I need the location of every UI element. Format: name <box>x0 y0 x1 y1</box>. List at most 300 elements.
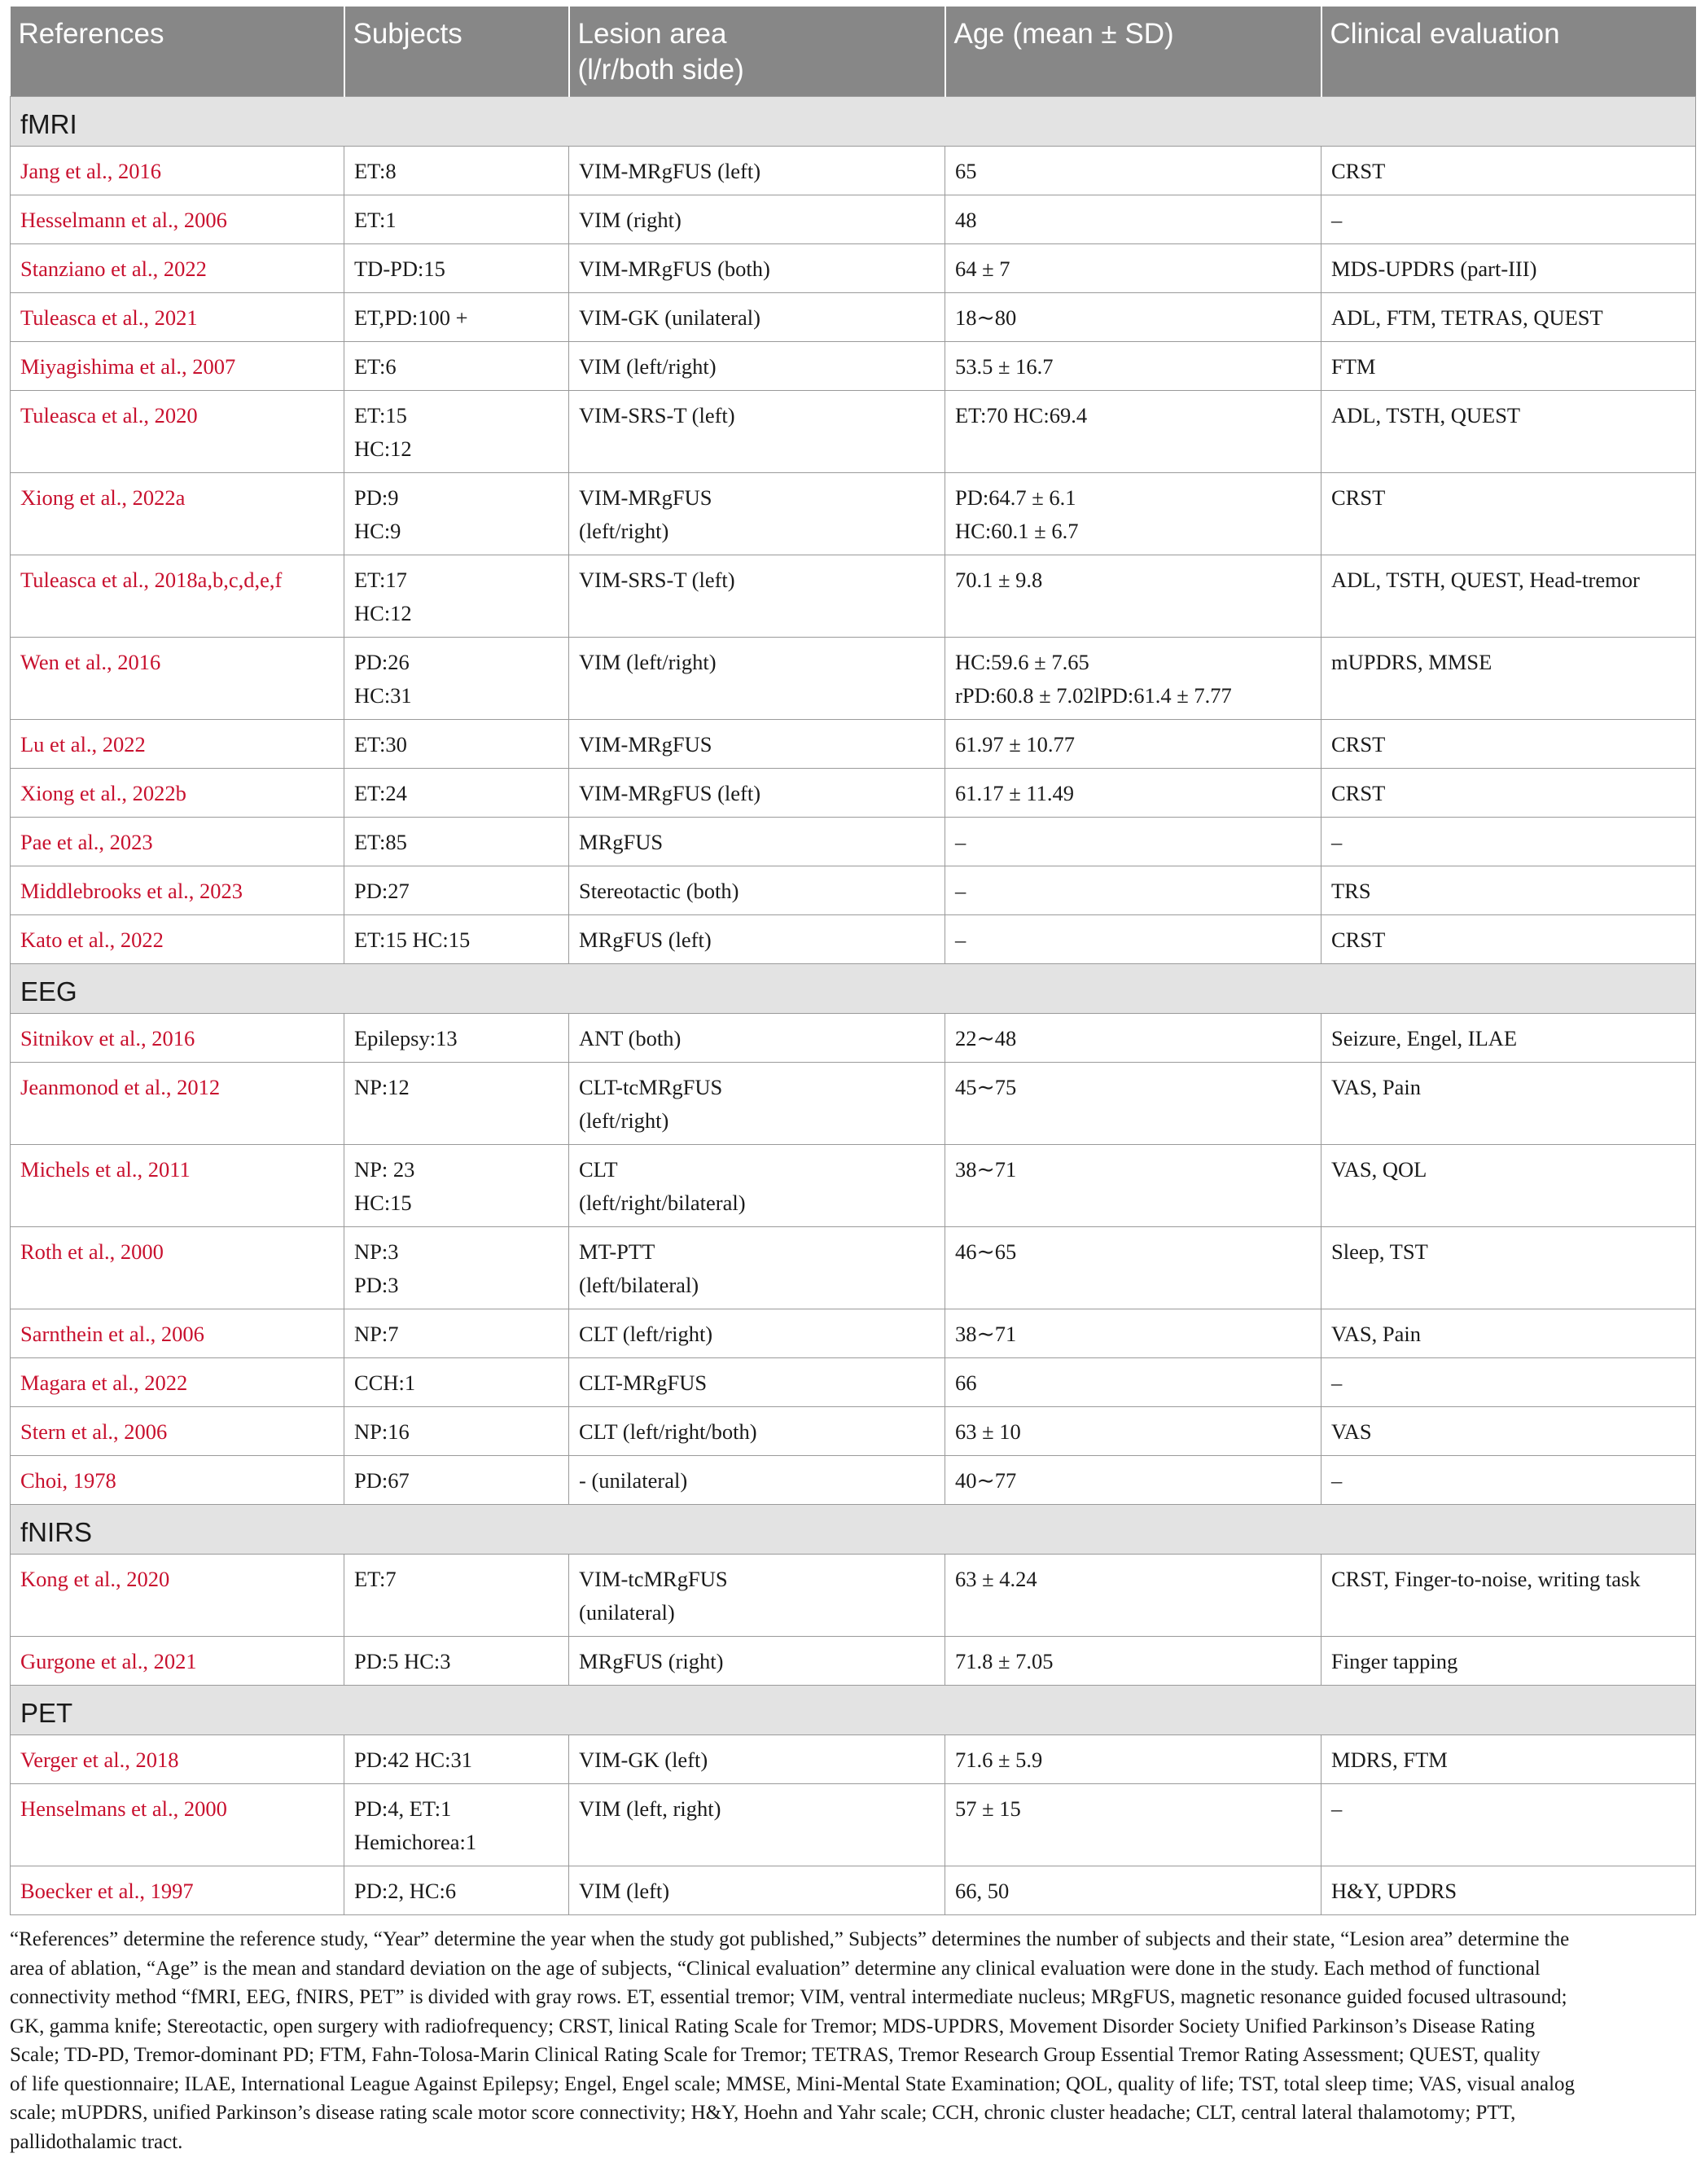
age-cell <box>945 1227 1321 1309</box>
footnote-line: pallidothalamic tract. <box>10 2130 183 2153</box>
cell-line: NP:12 <box>354 1075 410 1099</box>
age-cell <box>945 769 1321 818</box>
cell-line: MRgFUS (right) <box>579 1649 724 1673</box>
table-row <box>11 342 1696 391</box>
table-row <box>11 147 1696 195</box>
age-cell <box>945 1784 1321 1866</box>
age-cell <box>945 1407 1321 1456</box>
clinical-evaluation-cell <box>1321 818 1696 866</box>
cell-line: ADL, FTM, TETRAS, QUEST <box>1331 305 1603 330</box>
lesion-area-cell <box>569 1735 945 1784</box>
table-body <box>11 97 1696 1915</box>
cell-line: TRS <box>1331 879 1371 903</box>
cell-line: VAS, Pain <box>1331 1075 1421 1099</box>
cell-line: 22∼48 <box>955 1026 1017 1050</box>
cell-line: 18∼80 <box>955 305 1017 330</box>
age-cell <box>945 147 1321 195</box>
table-row <box>11 555 1696 638</box>
reference-link[interactable]: Tuleasca et al., 2021 <box>11 293 344 342</box>
cell-line: HC:59.6 ± 7.65 <box>955 650 1089 674</box>
subjects-cell <box>344 818 569 866</box>
cell-line: CRST <box>1331 732 1386 757</box>
cell-line: VIM-MRgFUS <box>579 485 712 510</box>
cell-line: (left/bilateral) <box>579 1273 699 1297</box>
cell-line: ET:15 <box>354 403 407 428</box>
lesion-area-cell <box>569 1145 945 1227</box>
table-row <box>11 391 1696 473</box>
cell-line: – <box>1331 1796 1343 1821</box>
cell-line: CLT (left/right/both) <box>579 1419 757 1444</box>
subjects-cell <box>344 866 569 915</box>
clinical-evaluation-cell <box>1321 638 1696 720</box>
lesion-area-cell <box>569 293 945 342</box>
cell-line: MDRS, FTM <box>1331 1748 1448 1772</box>
cell-line: CRST <box>1331 159 1386 183</box>
age-cell <box>945 1555 1321 1637</box>
age-cell <box>945 1866 1321 1915</box>
cell-line: 71.8 ± 7.05 <box>955 1649 1054 1673</box>
cell-line: VIM (left, right) <box>579 1796 721 1821</box>
cell-line: 61.17 ± 11.49 <box>955 781 1075 805</box>
cell-line: 70.1 ± 9.8 <box>955 568 1043 592</box>
age-cell <box>945 293 1321 342</box>
cell-line: Sleep, TST <box>1331 1239 1428 1264</box>
reference-link[interactable]: Pae et al., 2023 <box>11 818 344 866</box>
reference-link[interactable]: Boecker et al., 1997 <box>11 1866 344 1915</box>
subjects-cell <box>344 769 569 818</box>
section-row-fmri <box>11 97 1696 147</box>
reference-link[interactable]: Tuleasca et al., 2020 <box>11 391 344 473</box>
subjects-cell <box>344 342 569 391</box>
cell-line: CLT <box>579 1157 618 1182</box>
age-cell <box>945 342 1321 391</box>
footnote-line: connectivity method “fMRI, EEG, fNIRS, PET” is divided with gray rows. ET, essential tremor; VIM, ventral intermediate nucleus; MRgFUS, magnetic resonance guided focused ultrasound; <box>10 1986 1567 2008</box>
cell-line: MRgFUS (left) <box>579 928 712 952</box>
section-row-pet <box>11 1686 1696 1735</box>
table-row <box>11 720 1696 769</box>
table-container <box>10 7 1695 2156</box>
subjects-cell <box>344 915 569 964</box>
header-clinical-evaluation: Clinical evaluation <box>1321 7 1696 97</box>
age-cell <box>945 638 1321 720</box>
cell-line: MT-PTT <box>579 1239 655 1264</box>
age-cell <box>945 1637 1321 1686</box>
age-cell <box>945 391 1321 473</box>
subjects-cell <box>344 147 569 195</box>
reference-link[interactable]: Wen et al., 2016 <box>11 638 344 720</box>
subjects-cell <box>344 1063 569 1145</box>
table-row <box>11 1735 1696 1784</box>
cell-line: 40∼77 <box>955 1468 1017 1493</box>
cell-line: (unilateral) <box>579 1600 675 1625</box>
cell-line: – <box>1331 1370 1343 1395</box>
reference-link[interactable]: Tuleasca et al., 2018a,b,c,d,e,f <box>11 555 344 638</box>
age-cell <box>945 1456 1321 1505</box>
age-cell <box>945 866 1321 915</box>
age-cell <box>945 915 1321 964</box>
clinical-evaluation-cell <box>1321 147 1696 195</box>
reference-link[interactable]: Hesselmann et al., 2006 <box>11 195 344 244</box>
lesion-area-cell <box>569 1358 945 1407</box>
clinical-evaluation-cell <box>1321 391 1696 473</box>
subjects-cell <box>344 1637 569 1686</box>
cell-line: VIM-tcMRgFUS <box>579 1567 728 1591</box>
subjects-cell <box>344 1555 569 1637</box>
lesion-area-cell <box>569 866 945 915</box>
cell-line: NP:7 <box>354 1322 399 1346</box>
reference-link[interactable]: Xiong et al., 2022b <box>11 769 344 818</box>
subjects-cell <box>344 244 569 293</box>
cell-line: ET:8 <box>354 159 397 183</box>
header-age: Age (mean ± SD) <box>945 7 1321 97</box>
cell-line: PD:9 <box>354 485 399 510</box>
cell-line: CLT-MRgFUS <box>579 1370 708 1395</box>
cell-line: Seizure, Engel, ILAE <box>1331 1026 1518 1050</box>
cell-line: CRST <box>1331 485 1386 510</box>
lesion-area-cell <box>569 1784 945 1866</box>
table-row <box>11 1555 1696 1637</box>
lesion-area-cell <box>569 391 945 473</box>
age-cell <box>945 555 1321 638</box>
section-row-eeg <box>11 964 1696 1014</box>
table-row <box>11 915 1696 964</box>
cell-line: (left/right) <box>579 1108 669 1133</box>
clinical-evaluation-cell <box>1321 769 1696 818</box>
clinical-evaluation-cell <box>1321 720 1696 769</box>
reference-link[interactable]: Lu et al., 2022 <box>11 720 344 769</box>
section-label: EEG <box>11 964 1696 1014</box>
table-row <box>11 638 1696 720</box>
header-row <box>11 7 1696 97</box>
cell-line: 38∼71 <box>955 1322 1017 1346</box>
reference-link[interactable]: Michels et al., 2011 <box>11 1145 344 1227</box>
table-row <box>11 293 1696 342</box>
cell-line: HC:60.1 ± 6.7 <box>955 519 1079 543</box>
cell-line: VAS <box>1331 1419 1372 1444</box>
section-label: PET <box>11 1686 1696 1735</box>
subjects-cell <box>344 1784 569 1866</box>
cell-line: – <box>955 928 966 952</box>
header-references: References <box>11 7 344 97</box>
cell-line: HC:9 <box>354 519 401 543</box>
cell-line: ET:15 HC:15 <box>354 928 471 952</box>
cell-line: VIM (left/right) <box>579 354 717 379</box>
clinical-evaluation-cell <box>1321 866 1696 915</box>
cell-line: PD:26 <box>354 650 410 674</box>
cell-line: Epilepsy:13 <box>354 1026 458 1050</box>
lesion-area-cell <box>569 915 945 964</box>
reference-link[interactable]: Gurgone et al., 2021 <box>11 1637 344 1686</box>
cell-line: mUPDRS, MMSE <box>1331 650 1492 674</box>
age-cell <box>945 1063 1321 1145</box>
section-label: fMRI <box>11 97 1696 147</box>
subjects-cell <box>344 1407 569 1456</box>
cell-line: HC:12 <box>354 436 412 461</box>
lesion-area-cell <box>569 195 945 244</box>
age-cell <box>945 244 1321 293</box>
cell-line: 66 <box>955 1370 977 1395</box>
reference-link[interactable]: Stanziano et al., 2022 <box>11 244 344 293</box>
cell-line: ADL, TSTH, QUEST <box>1331 403 1521 428</box>
cell-line: 46∼65 <box>955 1239 1017 1264</box>
lesion-area-cell <box>569 1014 945 1063</box>
lesion-area-cell <box>569 818 945 866</box>
cell-line: HC:12 <box>354 601 412 625</box>
cell-line: VIM-SRS-T (left) <box>579 568 735 592</box>
clinical-evaluation-cell <box>1321 1866 1696 1915</box>
table-row <box>11 1784 1696 1866</box>
cell-line: VAS, QOL <box>1331 1157 1427 1182</box>
section-label: fNIRS <box>11 1505 1696 1555</box>
clinical-evaluation-cell <box>1321 195 1696 244</box>
cell-line: 63 ± 4.24 <box>955 1567 1037 1591</box>
clinical-evaluation-cell <box>1321 1227 1696 1309</box>
cell-line: FTM <box>1331 354 1376 379</box>
clinical-evaluation-cell <box>1321 915 1696 964</box>
cell-line: MRgFUS <box>579 830 664 854</box>
clinical-evaluation-cell <box>1321 1309 1696 1358</box>
clinical-evaluation-cell <box>1321 1145 1696 1227</box>
subjects-cell <box>344 1014 569 1063</box>
cell-line: VAS, Pain <box>1331 1322 1421 1346</box>
clinical-evaluation-cell <box>1321 1358 1696 1407</box>
table-row <box>11 1309 1696 1358</box>
cell-line: VIM (left) <box>579 1879 670 1903</box>
subjects-cell <box>344 293 569 342</box>
cell-line: (left/right) <box>579 519 669 543</box>
clinical-evaluation-cell <box>1321 1784 1696 1866</box>
age-cell <box>945 1735 1321 1784</box>
cell-line: ET:7 <box>354 1567 397 1591</box>
reference-link[interactable]: Sarnthein et al., 2006 <box>11 1309 344 1358</box>
cell-line: VIM-SRS-T (left) <box>579 403 735 428</box>
reference-link[interactable]: Middlebrooks et al., 2023 <box>11 866 344 915</box>
cell-line: VIM (right) <box>579 208 682 232</box>
cell-line: – <box>1331 1468 1343 1493</box>
clinical-evaluation-cell <box>1321 1637 1696 1686</box>
cell-line: 64 ± 7 <box>955 257 1010 281</box>
cell-line: ET:24 <box>354 781 407 805</box>
lesion-area-cell <box>569 638 945 720</box>
lesion-area-cell <box>569 244 945 293</box>
lesion-area-cell <box>569 1555 945 1637</box>
footnote-line: “References” determine the reference study, “Year” determine the year when the study got published,” Subjects” determines the number of subjects and their state, “Lesion area” determine the <box>10 1928 1570 1950</box>
cell-line: VIM-GK (left) <box>579 1748 708 1772</box>
age-cell <box>945 1309 1321 1358</box>
cell-line: VIM-MRgFUS (left) <box>579 781 761 805</box>
cell-line: – <box>1331 208 1343 232</box>
table-row <box>11 195 1696 244</box>
reference-link[interactable]: Choi, 1978 <box>11 1456 344 1505</box>
cell-line: PD:3 <box>354 1273 399 1297</box>
table-row <box>11 1014 1696 1063</box>
cell-line: CLT (left/right) <box>579 1322 713 1346</box>
table-row <box>11 473 1696 555</box>
lesion-area-cell <box>569 769 945 818</box>
cell-line: ET,PD:100 + <box>354 305 468 330</box>
subjects-cell <box>344 1866 569 1915</box>
lesion-area-cell <box>569 473 945 555</box>
lesion-area-cell <box>569 555 945 638</box>
lesion-area-cell <box>569 1309 945 1358</box>
cell-line: Finger tapping <box>1331 1649 1458 1673</box>
clinical-evaluation-cell <box>1321 293 1696 342</box>
cell-line: CCH:1 <box>354 1370 416 1395</box>
cell-line: 48 <box>955 208 977 232</box>
cell-line: VIM-MRgFUS (both) <box>579 257 770 281</box>
table-footnote <box>10 1925 1695 2156</box>
clinical-evaluation-cell <box>1321 555 1696 638</box>
clinical-evaluation-cell <box>1321 1456 1696 1505</box>
subjects-cell <box>344 1735 569 1784</box>
cell-line: ET:85 <box>354 830 407 854</box>
lesion-area-cell <box>569 342 945 391</box>
cell-line: 57 ± 15 <box>955 1796 1021 1821</box>
cell-line: NP: 23 <box>354 1157 415 1182</box>
cell-line: – <box>955 879 966 903</box>
cell-line: PD:4, ET:1 <box>354 1796 452 1821</box>
reference-link[interactable]: Kato et al., 2022 <box>11 915 344 964</box>
cell-line: CRST <box>1331 781 1386 805</box>
cell-line: 65 <box>955 159 977 183</box>
subjects-cell <box>344 555 569 638</box>
cell-line: 63 ± 10 <box>955 1419 1021 1444</box>
subjects-cell <box>344 473 569 555</box>
cell-line: VIM (left/right) <box>579 650 717 674</box>
header-lesion-area: Lesion area (l/r/both side) <box>569 7 945 97</box>
table-row <box>11 1456 1696 1505</box>
clinical-evaluation-cell <box>1321 1555 1696 1637</box>
cell-line: – <box>955 830 966 854</box>
footnote-line: scale; mUPDRS, unified Parkinson’s disease rating scale motor score connectivity; H&Y, Hoehn and Yahr scale; CCH, chronic cluster headache; CLT, central lateral thalamotomy; PTT, <box>10 2102 1516 2124</box>
reference-link[interactable]: Jeanmonod et al., 2012 <box>11 1063 344 1145</box>
reference-link[interactable]: Verger et al., 2018 <box>11 1735 344 1784</box>
cell-line: ET:6 <box>354 354 397 379</box>
age-cell <box>945 720 1321 769</box>
lesion-area-cell <box>569 1456 945 1505</box>
subjects-cell <box>344 1145 569 1227</box>
cell-line: 71.6 ± 5.9 <box>955 1748 1043 1772</box>
age-cell <box>945 1358 1321 1407</box>
table-row <box>11 1145 1696 1227</box>
clinical-evaluation-cell <box>1321 473 1696 555</box>
cell-line: rPD:60.8 ± 7.02lPD:61.4 ± 7.77 <box>955 683 1232 708</box>
reference-link[interactable]: Sitnikov et al., 2016 <box>11 1014 344 1063</box>
clinical-evaluation-cell <box>1321 1014 1696 1063</box>
header-subjects: Subjects <box>344 7 569 97</box>
reference-link[interactable]: Kong et al., 2020 <box>11 1555 344 1637</box>
reference-link[interactable]: Xiong et al., 2022a <box>11 473 344 555</box>
subjects-cell <box>344 1358 569 1407</box>
cell-line: NP:16 <box>354 1419 410 1444</box>
age-cell <box>945 473 1321 555</box>
cell-line: 53.5 ± 16.7 <box>955 354 1054 379</box>
cell-line: ET:70 HC:69.4 <box>955 403 1088 428</box>
cell-line: PD:64.7 ± 6.1 <box>955 485 1076 510</box>
table-row <box>11 866 1696 915</box>
table-row <box>11 818 1696 866</box>
reference-link[interactable]: Magara et al., 2022 <box>11 1358 344 1407</box>
cell-line: NP:3 <box>354 1239 399 1264</box>
lesion-area-cell <box>569 1637 945 1686</box>
table-row <box>11 769 1696 818</box>
cell-line: CRST <box>1331 928 1386 952</box>
cell-line: PD:67 <box>354 1468 410 1493</box>
cell-line: H&Y, UPDRS <box>1331 1879 1457 1903</box>
lesion-area-cell <box>569 1227 945 1309</box>
clinical-evaluation-cell <box>1321 1735 1696 1784</box>
cell-line: ET:17 <box>354 568 407 592</box>
cell-line: PD:2, HC:6 <box>354 1879 457 1903</box>
footnote-line: Scale; TD-PD, Tremor-dominant PD; FTM, Fahn-Tolosa-Marin Clinical Rating Scale for Tremor; TETRAS, Tremor Research Group Essential Tremor Rating Assessment; QUEST, quality <box>10 2044 1541 2066</box>
reference-link[interactable]: Miyagishima et al., 2007 <box>11 342 344 391</box>
lesion-area-cell <box>569 720 945 769</box>
cell-line: - (unilateral) <box>579 1468 688 1493</box>
age-cell <box>945 1145 1321 1227</box>
reference-link[interactable]: Stern et al., 2006 <box>11 1407 344 1456</box>
table-row <box>11 1227 1696 1309</box>
cell-line: – <box>1331 830 1343 854</box>
cell-line: VIM-MRgFUS (left) <box>579 159 761 183</box>
age-cell <box>945 1014 1321 1063</box>
studies-table <box>10 7 1696 1915</box>
clinical-evaluation-cell <box>1321 1063 1696 1145</box>
reference-link[interactable]: Henselmans et al., 2000 <box>11 1784 344 1866</box>
cell-line: 66, 50 <box>955 1879 1010 1903</box>
table-row <box>11 1866 1696 1915</box>
footnote-line: of life questionnaire; ILAE, International League Against Epilepsy; Engel, Engel scale; MMSE, Mini-Mental State Examination; QOL, quality of life; TST, total sleep time; VAS, visual analog <box>10 2072 1576 2095</box>
reference-link[interactable]: Roth et al., 2000 <box>11 1227 344 1309</box>
cell-line: CLT-tcMRgFUS <box>579 1075 723 1099</box>
table-row <box>11 244 1696 293</box>
subjects-cell <box>344 391 569 473</box>
cell-line: HC:15 <box>354 1191 412 1215</box>
footnote-line: GK, gamma knife; Stereotactic, open surgery with radiofrequency; CRST, linical Rating Scale for Tremor; MDS-UPDRS, Movement Disorder Society Unified Parkinson’s Disease Rating <box>10 2015 1536 2037</box>
subjects-cell <box>344 1456 569 1505</box>
cell-line: PD:5 HC:3 <box>354 1649 451 1673</box>
cell-line: VIM-GK (unilateral) <box>579 305 760 330</box>
subjects-cell <box>344 1309 569 1358</box>
lesion-area-cell <box>569 147 945 195</box>
cell-line: Stereotactic (both) <box>579 879 739 903</box>
cell-line: CRST, Finger-to-noise, writing task <box>1331 1567 1641 1591</box>
cell-line: VIM-MRgFUS <box>579 732 712 757</box>
cell-line: 45∼75 <box>955 1075 1017 1099</box>
clinical-evaluation-cell <box>1321 1407 1696 1456</box>
age-cell <box>945 818 1321 866</box>
cell-line: PD:42 HC:31 <box>354 1748 473 1772</box>
reference-link[interactable]: Jang et al., 2016 <box>11 147 344 195</box>
lesion-area-cell <box>569 1407 945 1456</box>
cell-line: PD:27 <box>354 879 410 903</box>
table-row <box>11 1063 1696 1145</box>
lesion-area-cell <box>569 1866 945 1915</box>
age-cell <box>945 195 1321 244</box>
table-row <box>11 1637 1696 1686</box>
subjects-cell <box>344 1227 569 1309</box>
lesion-area-cell <box>569 1063 945 1145</box>
section-row-fnirs <box>11 1505 1696 1555</box>
cell-line: ADL, TSTH, QUEST, Head-tremor <box>1331 568 1640 592</box>
cell-line: ANT (both) <box>579 1026 682 1050</box>
cell-line: 38∼71 <box>955 1157 1017 1182</box>
subjects-cell <box>344 720 569 769</box>
clinical-evaluation-cell <box>1321 342 1696 391</box>
cell-line: ET:30 <box>354 732 407 757</box>
cell-line: ET:1 <box>354 208 397 232</box>
subjects-cell <box>344 195 569 244</box>
cell-line: Hemichorea:1 <box>354 1830 477 1854</box>
